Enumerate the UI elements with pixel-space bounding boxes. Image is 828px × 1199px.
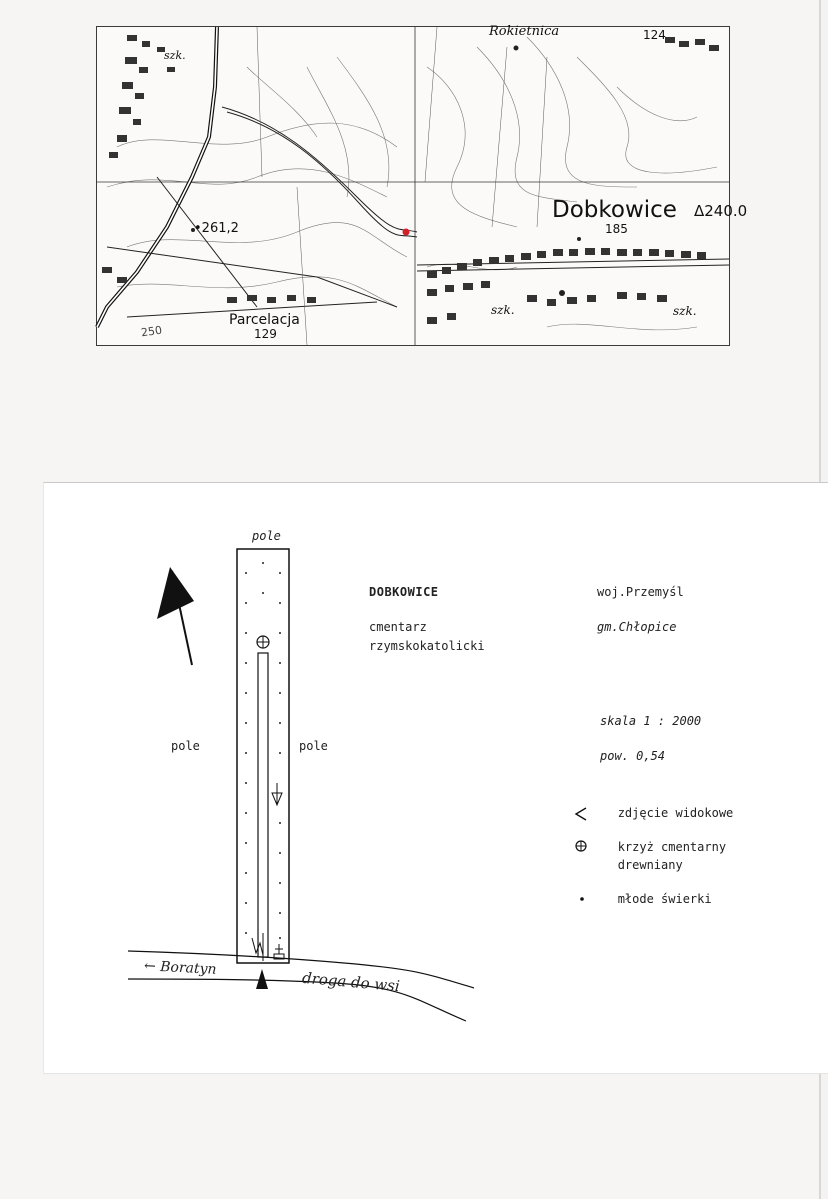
commune-label: gm.Chłopice — [597, 620, 677, 634]
alley-direction-arrow-icon — [272, 783, 282, 805]
legend-spruce-label: młode świerki — [617, 892, 712, 906]
cemetery-cross-icon — [257, 636, 269, 648]
topographic-map — [96, 24, 748, 346]
young-spruce-dots — [245, 562, 281, 939]
area-label: pow. 0,54 — [600, 749, 666, 763]
field-label-left: pole — [171, 739, 200, 753]
cemetery-plan-sheet — [43, 482, 828, 1074]
plan-subtitle-line1: cmentarz — [369, 620, 427, 634]
field-label-right: pole — [299, 739, 328, 753]
map-label-spot-height-town: 185 — [605, 222, 628, 236]
north-arrow-icon — [157, 567, 194, 665]
voivodeship-label: woj.Przemyśl — [597, 585, 684, 599]
map-label-school: szk. — [164, 49, 186, 62]
map-label-spot-height-west: •261,2 — [194, 221, 239, 236]
legend-symbols — [576, 808, 586, 901]
plan-title: DOBKOWICE — [369, 585, 439, 599]
map-label-contour: 250 — [140, 323, 163, 340]
map-label-parcelacja: Parcelacja — [229, 312, 300, 328]
cemetery-alley — [258, 653, 268, 957]
road-label-to-village: droga do wsi — [301, 968, 401, 996]
map-label-school: szk. — [673, 304, 697, 318]
legend-cross-label-line2: drewniany — [617, 858, 683, 872]
plan-drawing — [44, 483, 828, 1073]
field-label-top: pole — [252, 529, 281, 543]
road-label-boratyn: ← Boratyn — [143, 958, 217, 978]
map-label-school: szk. — [491, 303, 515, 317]
map-label-number-southwest: 129 — [254, 327, 277, 341]
cemetery-boundary — [237, 549, 289, 963]
legend-photo-label: zdjęcie widokowe — [617, 806, 734, 820]
map-label-rokietnica: Rokietnica — [489, 24, 560, 39]
cemetery-location-marker — [403, 229, 410, 236]
map-label-town: Dobkowice — [552, 197, 677, 223]
photo-viewpoint-icon — [256, 969, 268, 989]
scale-label: skala 1 : 2000 — [600, 714, 702, 728]
map-label-elevation-north: 124 — [643, 28, 666, 42]
legend-cross-label: krzyż cmentarny — [617, 840, 727, 854]
map-drawing — [97, 27, 729, 345]
plan-subtitle-line2: rzymskokatolicki — [369, 639, 485, 653]
map-label-main-elevation: Δ240.0 — [694, 202, 748, 220]
